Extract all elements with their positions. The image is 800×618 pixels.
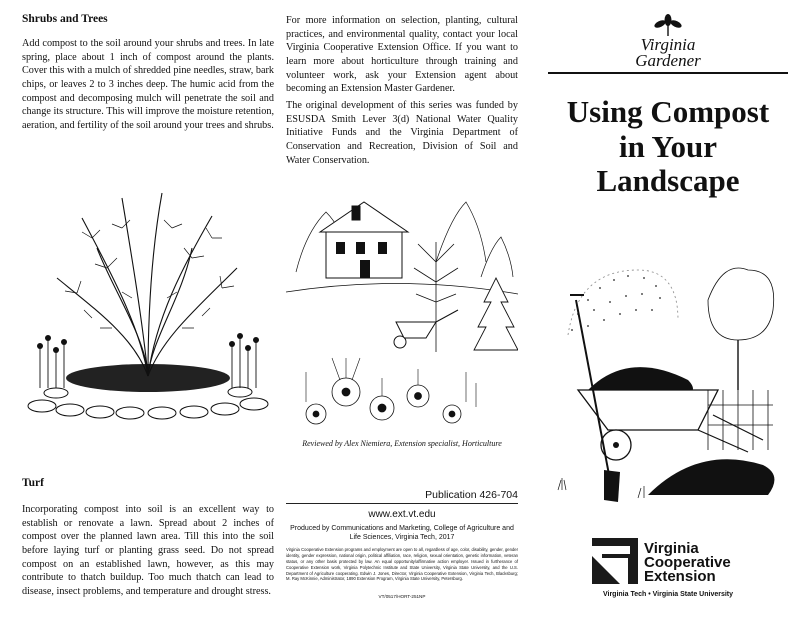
divider (548, 72, 788, 74)
title-line: Using Compost (566, 94, 770, 129)
shrubs-paragraph: Add compost to the soil around your shrubs and trees. In late spring, place about 1 inch of compost around the plants. Cover this with a mulch of shredded pine needles, straw, bark chips, or leaves 2 to 3 inches deep. The humic acid from the compost and decomposing mulch will penetrate the soil and change its structure. This will improve the moisture retention, aeration, and fertility of the soil around your trees and shrubs. (22, 38, 274, 132)
page-title (548, 95, 788, 199)
turf-heading: Turf (22, 477, 44, 489)
more-info-paragraph: For more information on selection, planting, cultural practices, and environmental quality, contact your local Virginia Cooperative Extension Office. If you want to learn more about horticulture through training and volunteer work, ask your Extension agent about becoming an Extension Master Gardener. (286, 15, 518, 95)
vce-word-virginia: Virginia (644, 540, 699, 557)
shrubs-heading: Shrubs and Trees (22, 13, 108, 25)
vce-logo (592, 538, 782, 598)
turf-paragraph: Incorporating compost into soil is an excellent way to establish or renovate a lawn. Spread about 2 inches of compost over the planned lawn area. Till this into the soil before laying turf or planting grass seed. Do not spread compost on an established lawn, however, as this may contribute to thatch buildup. Too much thatch can lead to disease, insect problems, and temperature and drought stress. (22, 504, 274, 598)
publication-number: Publication 426-704 (425, 489, 518, 501)
title-line: in Your (619, 128, 717, 164)
divider (286, 503, 518, 504)
funding-paragraph: The original development of this series was funded by ESUSDA Smith Lever 3(d) National Water Quality Initiative Funds and the Virginia Department of Conservation and Recreation, Division of Soil and Water Conservation. (286, 100, 518, 166)
wheelbarrow-compost-illustration (548, 240, 788, 505)
house-garden-illustration (286, 182, 518, 432)
shrub-illustration (22, 188, 274, 428)
vce-word-cooperative: Cooperative (644, 554, 731, 571)
publication-code: VT/0517/HORT-251NP (378, 594, 426, 599)
vce-word-extension: Extension (644, 568, 716, 585)
reviewer-credit: Reviewed by Alex Niemiera, Extension specialist, Horticulture (302, 439, 502, 448)
title-line: Landscape (596, 163, 740, 199)
logo-word-virginia: Virginia (640, 35, 696, 54)
website-link[interactable]: www.ext.vt.edu (368, 509, 436, 520)
middle-panel (286, 0, 518, 618)
left-panel (22, 0, 274, 618)
produced-by-note: Produced by Communications and Marketing, College of Agriculture and Life Sciences, Virginia Tech, 2017 (290, 525, 514, 542)
leaf-emblem-icon (598, 14, 738, 36)
logo-word-gardener: Gardener (635, 51, 701, 70)
legal-notice: Virginia Cooperative Extension programs and employment are open to all, regardless of age, color, disability, gender, gender identity, gender expression, national origin, political affiliation, race, religion, sexual orientation, genetic information, veteran status, or any other basis protected by law. An equal opportunity/affirmative action employer. Issued in furtherance of Cooperative Extension work, Virginia Polytechnic Institute and State University, Virginia State University, and the U.S. Department of Agriculture cooperating. Edwin J. Jones, Director, Virginia Cooperative Extension, Virginia Tech, Blacksburg; M. Ray McKinnie, Administrator, 1890 Extension Program, Virginia State University, Petersburg. (286, 547, 518, 582)
cover-panel (548, 0, 788, 618)
virginia-gardener-logo (598, 14, 738, 72)
vce-universities: Virginia Tech • Virginia State University (602, 591, 734, 598)
vce-emblem-icon (592, 538, 638, 584)
